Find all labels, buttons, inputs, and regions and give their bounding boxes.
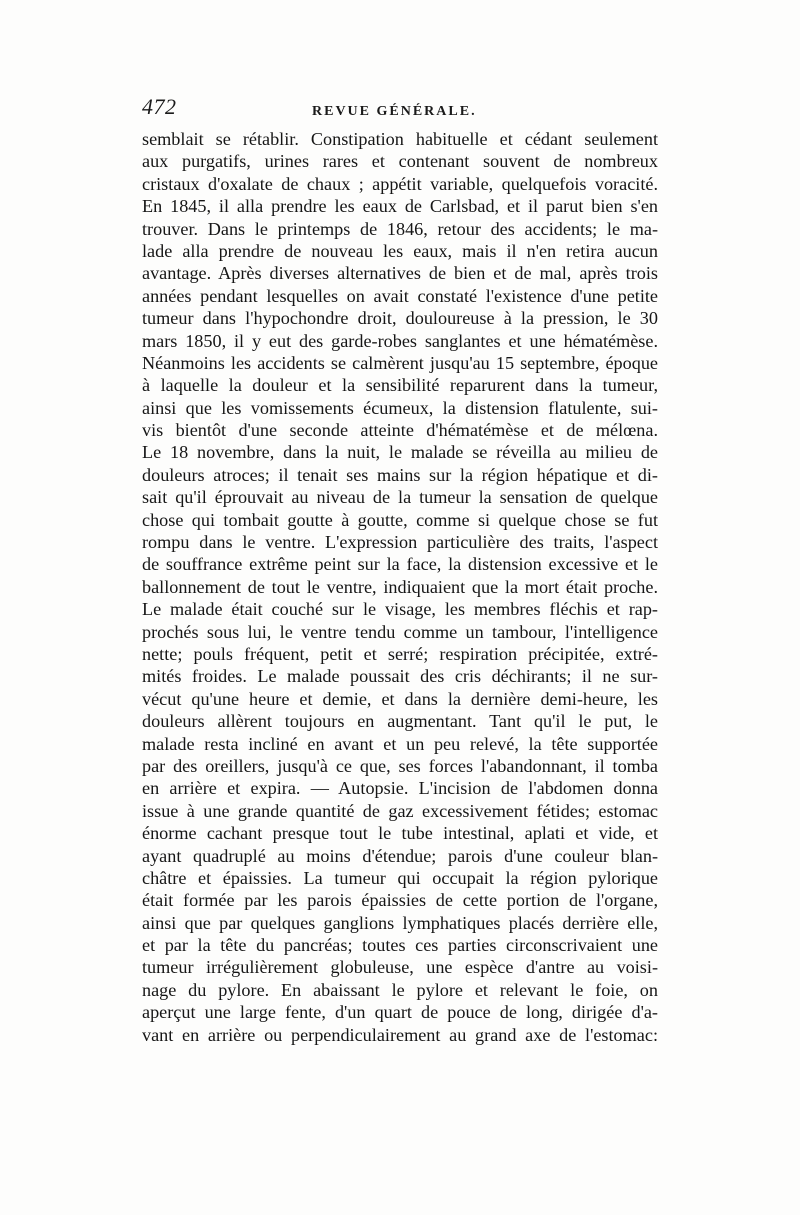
text-line: nette; pouls fréquent, petit et serré; respiration précipitée, extré- — [142, 643, 658, 664]
text-line: vant en arrière ou perpendiculairement au grand axe de l'estomac: — [142, 1024, 658, 1045]
text-line: mités froides. Le malade poussait des cris déchirants; il ne sur- — [142, 666, 658, 687]
text-line: Le 18 novembre, dans la nuit, le malade se réveilla au milieu de — [142, 442, 658, 463]
text-line: En 1845, il alla prendre les eaux de Carlsbad, et il parut bien s'en — [142, 196, 658, 217]
text-line: sait qu'il éprouvait au niveau de la tumeur la sensation de quelque — [142, 487, 658, 508]
text-line: en arrière et expira. — Autopsie. L'incision de l'abdomen donna — [142, 778, 658, 799]
page-header — [142, 94, 658, 124]
text-line: douleurs allèrent toujours en augmentant. Tant qu'il le put, le — [142, 711, 658, 732]
text-line: issue à une grande quantité de gaz excessivement fétides; estomac — [142, 800, 658, 821]
text-line: de souffrance extrême peint sur la face, la distension excessive et le — [142, 554, 658, 575]
text-line: Néanmoins les accidents se calmèrent jusqu'au 15 septembre, époque — [142, 352, 658, 373]
text-line: par des oreillers, jusqu'à ce que, ses forces l'abandonnant, il tomba — [142, 755, 658, 776]
text-line: ainsi que par quelques ganglions lymphatiques placés derrière elle, — [142, 912, 658, 933]
text-line: trouver. Dans le printemps de 1846, retour des accidents; le ma- — [142, 218, 658, 239]
page-number: 472 — [142, 94, 177, 119]
text-line: tumeur irrégulièrement globuleuse, une espèce d'antre au voisi- — [142, 957, 658, 978]
text-line: cristaux d'oxalate de chaux ; appétit variable, quelquefois voracité. — [142, 173, 658, 194]
text-line: châtre et épaissies. La tumeur qui occupait la région pylorique — [142, 867, 658, 888]
text-line: avantage. Après diverses alternatives de bien et de mal, après trois — [142, 263, 658, 284]
text-line: ballonnement de tout le ventre, indiquaient que la mort était proche. — [142, 576, 658, 597]
text-line: douleurs atroces; il tenait ses mains sur la région hépatique et di- — [142, 464, 658, 485]
running-title: REVUE GÉNÉRALE. — [312, 104, 477, 119]
text-line: était formée par les parois épaissies de cette portion de l'organe, — [142, 890, 658, 911]
text-line: lade alla prendre de nouveau les eaux, mais il n'en retira aucun — [142, 240, 658, 261]
text-line: ayant quadruplé au moins d'étendue; parois d'une couleur blan- — [142, 845, 658, 866]
text-line: vis bientôt d'une seconde atteinte d'hématémèse et de mélœna. — [142, 420, 658, 441]
text-line: années pendant lesquelles on avait constaté l'existence d'une petite — [142, 285, 658, 306]
text-line: ainsi que les vomissements écumeux, la distension flatulente, sui- — [142, 397, 658, 418]
text-line: mars 1850, il y eut des garde-robes sanglantes et une hématémèse. — [142, 330, 658, 351]
body-text — [142, 128, 658, 1046]
text-line: aperçut une large fente, d'un quart de pouce de long, dirigée d'a- — [142, 1002, 658, 1023]
text-line: semblait se rétablir. Constipation habituelle et cédant seulement — [142, 129, 658, 149]
text-line: à laquelle la douleur et la sensibilité reparurent dans la tumeur, — [142, 375, 658, 396]
text-line: nage du pylore. En abaissant le pylore et relevant le foie, on — [142, 979, 658, 1000]
text-line: et par la tête du pancréas; toutes ces parties circonscrivaient une — [142, 935, 658, 956]
text-line: vécut qu'une heure et demie, et dans la dernière demi-heure, les — [142, 688, 658, 709]
text-line: Le malade était couché sur le visage, les membres fléchis et rap- — [142, 599, 658, 620]
text-line: rompu dans le ventre. L'expression particulière des traits, l'aspect — [142, 532, 658, 553]
text-line: aux purgatifs, urines rares et contenant souvent de nombreux — [142, 151, 658, 172]
text-line: chose qui tombait goutte à goutte, comme si quelque chose se fut — [142, 509, 658, 530]
text-line: énorme cachant presque tout le tube intestinal, aplati et vide, et — [142, 823, 658, 844]
text-line: malade resta incliné en avant et un peu relevé, la tête supportée — [142, 733, 658, 754]
text-line: prochés sous lui, le ventre tendu comme un tambour, l'intelligence — [142, 621, 658, 642]
text-line: tumeur dans l'hypochondre droit, douloureuse à la pression, le 30 — [142, 308, 658, 329]
